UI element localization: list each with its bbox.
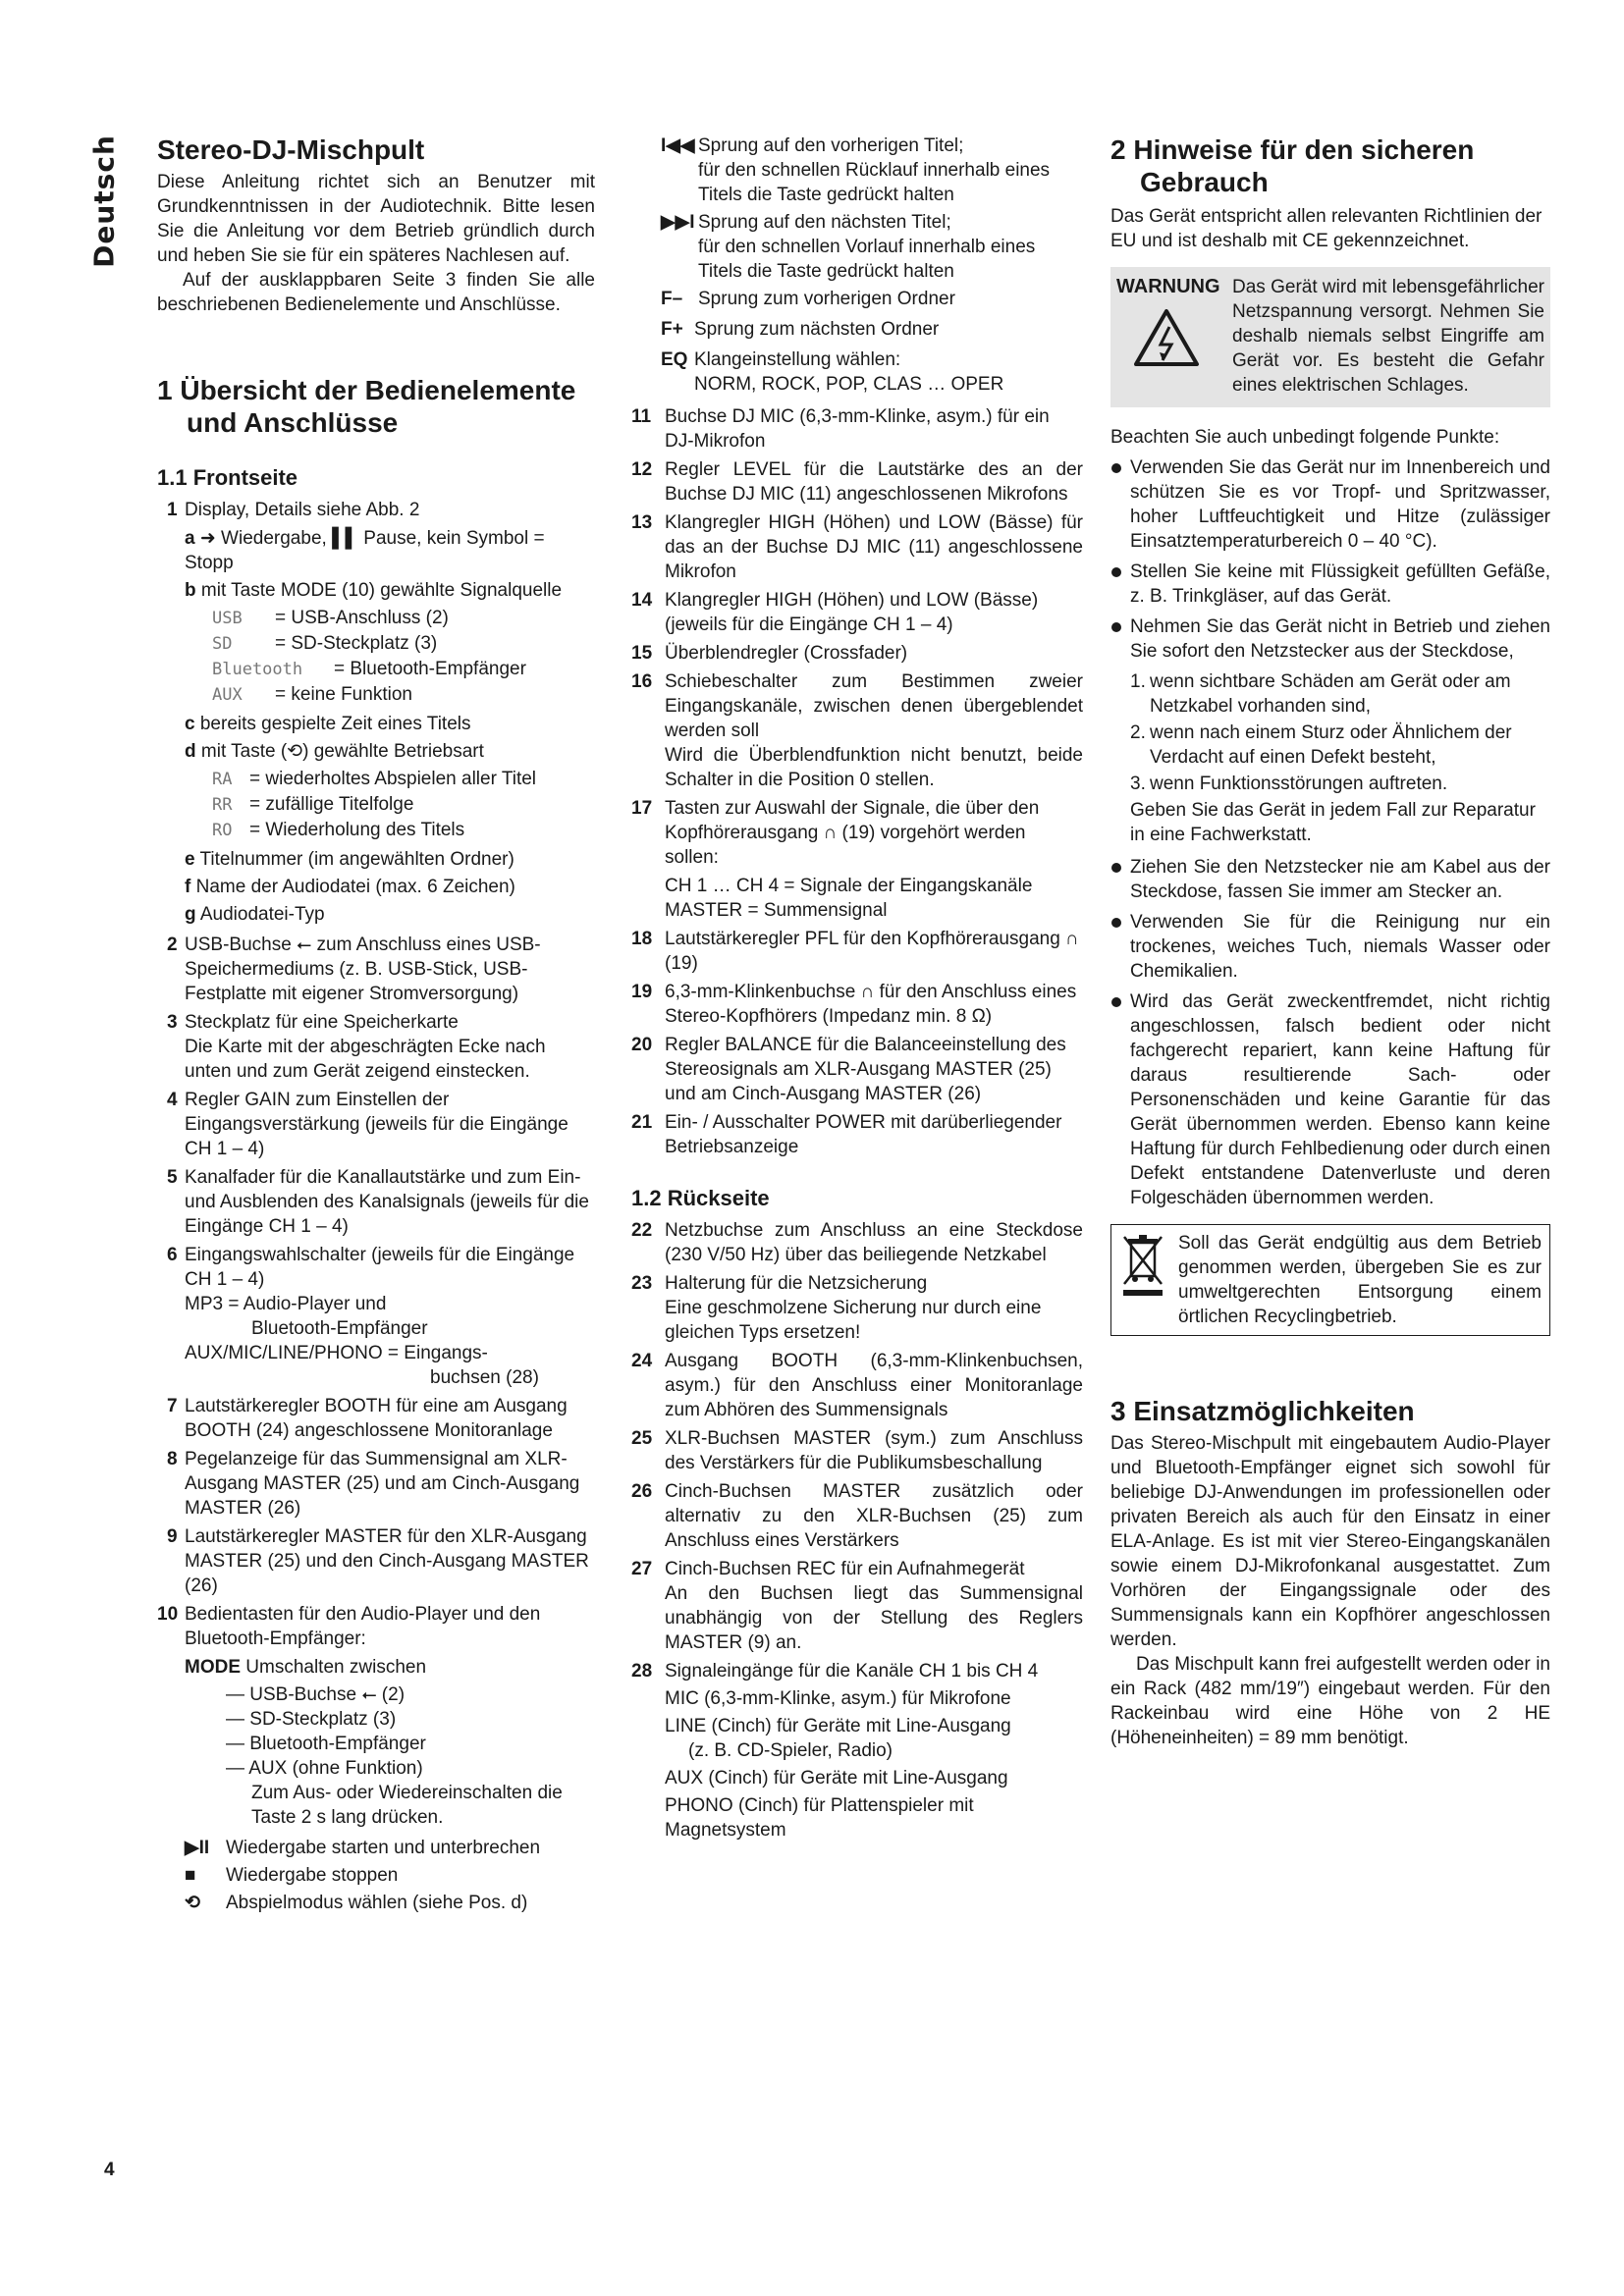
item-25: 25 XLR-Buchsen MASTER (sym.) zum Anschluss des Verstärkers für die Publikumsbeschallung [631, 1428, 1083, 1473]
item-14: 14 Klangregler HIGH (Höhen) und LOW (Bässe) (jeweils für die Eingänge CH 1 – 4) [631, 590, 1039, 635]
section-3-paragraph-2: Das Mischpult kann frei aufgestellt werden oder in ein Rack (482 mm/19″) eingebaut werden. Für den Rackeinbau wird eine Höhe von 2 HE (Höheneinheiten) = 89 mm benötigt. [1110, 1654, 1550, 1748]
section-3-paragraph-1: Das Stereo-Mischpult mit eingebautem Audio-Player und Bluetooth-Empfänger eignet sich sowohl für beliebige DJ-Anwendungen im professionellen oder privaten Bereich als auch für den Einsatz in einer ELA-Anlage. Es ist mit vier Stereo-Eingangskanälen sowie einem DJ-Mikrofonkanal ausgestattet. Zum Vorhören der Eingangssignale oder des Summensignals kann ein Kopfhörer angeschlossen werden. [1110, 1433, 1550, 1650]
item-20: 20 Regler BALANCE für die Balanceeinstellung des Stereosignals am XLR-Ausgang MASTER (25) und am Cinch-Ausgang MASTER (26) [631, 1035, 1066, 1104]
next-key: ▶▶I Sprung auf den nächsten Titel; für den schnellen Vorlauf innerhalb eines Titels die Taste gedrückt halten [661, 212, 1036, 282]
item-4: 4 Regler GAIN zum Einstellen der Eingangsverstärkung (jeweils für die Eingänge CH 1 – 4) [167, 1090, 568, 1159]
play-pause-key: ▶II Wiedergabe starten und unterbrechen [185, 1838, 541, 1858]
item-1f: f Name der Audiodatei (max. 6 Zeichen) [185, 877, 515, 897]
stop-key: ■ Wiedergabe stoppen [185, 1865, 399, 1886]
item-11: 11 Buchse DJ MIC (6,3-mm-Klinke, asym.) für ein DJ-Mikrofon [631, 406, 1050, 452]
mode-option-sd: — SD-Steckplatz (3) [226, 1709, 397, 1730]
item-17: 17 Tasten zur Auswahl der Signale, die über den Kopfhörerausgang ∩ (19) vorgehört werden sollen: CH 1 … CH 4 = Signale der Eingangskanäle MASTER = Summensignal [631, 798, 1040, 921]
page-number: 4 [104, 2160, 115, 2180]
intro-paragraph: Diese Anleitung richtet sich an Benutzer mit Grundkenntnissen in der Audiotechnik. Bitte lesen Sie die Anleitung vor dem Betrieb gründlich durch und heben Sie sie für ein späteres Nachlesen auf. [157, 172, 595, 266]
crossed-bin-icon [1119, 1231, 1166, 1300]
source-sd: SD = SD-Steckplatz (3) [212, 633, 438, 654]
item-3: 3 Steckplatz für eine Speicherkarte Die Karte mit der abgeschrägten Ecke nach unten und zum Gerät zeigend einstecken. [167, 1012, 546, 1082]
item-19: 19 6,3-mm-Klinkenbuchse ∩ für den Anschluss eines Stereo-Kopfhörers (Impedanz min. 8 Ω) [631, 982, 1077, 1027]
item-1g: g Audiodatei-Typ [185, 904, 325, 925]
item-26: 26 Cinch-Buchsen MASTER zusätzlich oder alternativ zu den XLR-Buchsen (25) zum Anschluss eines Verstärkers [631, 1481, 1083, 1551]
mode-option-aux: — AUX (ohne Funktion) [226, 1758, 423, 1779]
mode-option-usb: — USB-Buchse ⭠ (2) [226, 1684, 406, 1705]
item-1b: b mit Taste MODE (10) gewählte Signalquelle [185, 580, 563, 601]
item-27: 27 Cinch-Buchsen REC für ein Aufnahmegerät An den Buchsen liegt das Summensignal unabhängig von der Stellung des Reglers MASTER (9) an. [631, 1559, 1083, 1653]
item-12: 12 Regler LEVEL für die Lautstärke des an der Buchse DJ MIC (11) angeschlossenen Mikrofons [631, 459, 1083, 505]
folder-next-key: F+ Sprung zum nächsten Ordner [661, 319, 940, 340]
subsection-1-2-heading: 1.2 Rückseite [631, 1186, 770, 1210]
item-7: 7 Lautstärkeregler BOOTH für eine am Ausgang BOOTH (24) angeschlossene Monitoranlage [167, 1396, 568, 1441]
language-tab [84, 134, 124, 268]
item-23: 23 Halterung für die Netzsicherung Eine geschmolzene Sicherung nur durch eine gleichen Typs ersetzen! [631, 1273, 1042, 1343]
item-1d: d mit Taste (⟲) gewählte Betriebsart [185, 741, 484, 762]
safety-bullet-3-1: 1. wenn sichtbare Schäden am Gerät oder am Netzkabel vorhanden sind, [1130, 671, 1511, 717]
source-aux: AUX = keine Funktion [212, 684, 412, 705]
item-6: 6 Eingangswahlschalter (jeweils für die Eingänge CH 1 – 4) MP3 = Audio-Player und Bluetooth-Empfänger AUX/MIC/LINE/PHONO = Eingangs- buchsen (28) [167, 1245, 575, 1388]
item-1e: e Titelnummer (im angewählten Ordner) [185, 849, 514, 870]
column-1 [157, 133, 595, 1918]
item-13: 13 Klangregler HIGH (Höhen) und LOW (Bässe) für das an der Buchse DJ MIC (11) angeschlossene Mikrofon [631, 512, 1083, 582]
mode-ra: RA = wiederholtes Abspielen aller Titel [212, 769, 537, 789]
warning-title: WARNUNG [1116, 276, 1220, 297]
section-2-intro: Das Gerät entspricht allen relevanten Richtlinien der EU und ist deshalb mit CE gekennzeichnet. [1110, 206, 1543, 251]
safety-note: Beachten Sie auch unbedingt folgende Punkte: [1110, 427, 1500, 448]
item-10: 10 Bedientasten für den Audio-Player und den Bluetooth-Empfänger: [157, 1604, 541, 1649]
safety-bullet-3-3: 3. wenn Funktionsstörungen auftreten. [1130, 774, 1448, 794]
column-3 [1110, 133, 1550, 1750]
safety-bullet-3-note: Geben Sie das Gerät in jedem Fall zur Reparatur in eine Fachwerkstatt. [1130, 800, 1536, 845]
item-1: 1 Display, Details siehe Abb. 2 [167, 500, 420, 520]
item-16: 16 Schiebeschalter zum Bestimmen zweier Eingangskanäle, zwischen denen übergeblendet werden soll Wird die Überblendfunktion nicht benutzt, beide Schalter in die Position 0 stellen. [631, 671, 1083, 790]
item-28: 28 Signaleingänge für die Kanäle CH 1 bis CH 4 MIC (6,3-mm-Klinke, asym.) für Mikrofone LINE (Cinch) für Geräte mit Line-Ausgang (z. B. CD-Spieler, Radio) AUX (Cinch) für Geräte mit Line-Ausgang PHONO (Cinch) für Plattenspieler mit Magnetsystem [631, 1661, 1039, 1841]
section-3-heading: 3 Einsatzmöglichkeiten [1110, 1396, 1415, 1426]
safety-bullet-5: Verwenden Sie für die Reinigung nur ein trockenes, weiches Tuch, niemals Wasser oder Chemikalien. [1110, 910, 1550, 984]
column-2 [631, 133, 1083, 1846]
source-bluetooth: Bluetooth = Bluetooth-Empfänger [212, 659, 526, 679]
loop-key: ⟲ Abspielmodus wählen (siehe Pos. d) [185, 1893, 528, 1913]
intro-paragraph-2: Auf der ausklappbaren Seite 3 finden Sie alle beschriebenen Bedienelemente und Anschlüsse. [157, 270, 595, 315]
safety-bullet-6: Wird das Gerät zweckentfremdet, nicht richtig angeschlossen, falsch bedient oder nicht fachgerecht repariert, kann keine Haftung für daraus resultierende Sach- oder Personenschäden und keine Garantie für das Gerät übernommen werden. Ebenso kann keine Haftung für durch Fehlbedienung oder durch einen Defekt entstandene Datenverluste und deren Folgeschäden übernommen werden. [1110, 989, 1550, 1210]
mode-key-row: MODE Umschalten zwischen [185, 1657, 427, 1678]
item-1a: a ➜ Wiedergabe, ▌▌ Pause, kein Symbol = Stopp [185, 528, 545, 573]
section-2-heading: 2 Hinweise für den sicheren Gebrauch [1110, 134, 1475, 197]
mode-rr: RR = zufällige Titelfolge [212, 794, 414, 815]
warning-text: Das Gerät wird mit lebensgefährlicher Netzspannung versorgt. Nehmen Sie deshalb niemals selbst Eingriffe am Gerät vor. Es besteht die Gefahr eines elektrischen Schlages. [1232, 277, 1544, 396]
item-8: 8 Pegelanzeige für das Summensignal am XLR-Ausgang MASTER (25) und am Cinch-Ausgang MASTER (26) [167, 1449, 580, 1519]
item-2: 2 USB-Buchse ⭠ zum Anschluss eines USB-Speichermediums (z. B. USB-Stick, USB-Festplatte mit eigener Stromversorgung) [167, 934, 541, 1004]
recycling-box [1110, 1224, 1550, 1336]
item-15: 15 Überblendregler (Crossfader) [631, 643, 908, 664]
item-1c: c bereits gespielte Zeit eines Titels [185, 714, 471, 734]
section-1-heading: 1 Übersicht der Bedienelemente und Anschlüsse [157, 375, 576, 438]
safety-bullet-1: Verwenden Sie das Gerät nur im Innenbereich und schützen Sie es vor Tropf- und Spritzwasser, hoher Luftfeuchtigkeit und Hitze (zulässiger Einsatztemperaturbereich 0 – 40 °C). [1110, 455, 1550, 554]
safety-bullet-3: Nehmen Sie das Gerät nicht in Betrieb und ziehen Sie sofort den Netzstecker aus der Steckdose, [1110, 614, 1550, 664]
mode-note: Zum Aus- oder Wiedereinschalten die Taste 2 s lang drücken. [251, 1783, 563, 1828]
subsection-1-1-heading: 1.1 Frontseite [157, 465, 298, 490]
item-21: 21 Ein- / Ausschalter POWER mit darüberliegender Betriebsanzeige [631, 1112, 1062, 1157]
item-9: 9 Lautstärkeregler MASTER für den XLR-Ausgang MASTER (25) und den Cinch-Ausgang MASTER (26) [167, 1526, 589, 1596]
folder-prev-key: F– Sprung zum vorherigen Ordner [661, 289, 955, 309]
safety-bullet-3-2: 2. wenn nach einem Sturz oder Ähnlichem der Verdacht auf einen Defekt besteht, [1130, 722, 1512, 768]
eq-key: EQ Klangeinstellung wählen: NORM, ROCK, POP, CLAS … OPER [661, 349, 1004, 395]
item-22: 22 Netzbuchse zum Anschluss an eine Steckdose (230 V/50 Hz) über das beiliegende Netzkabel [631, 1220, 1083, 1265]
high-voltage-warning-icon [1132, 307, 1201, 368]
language-tab-label: Deutsch [87, 134, 121, 268]
prev-key: I◀◀ Sprung auf den vorherigen Titel; für den schnellen Rücklauf innerhalb eines Titels die Taste gedrückt halten [661, 135, 1051, 205]
safety-bullet-4: Ziehen Sie den Netzstecker nie am Kabel aus der Steckdose, fassen Sie immer am Stecker an. [1110, 855, 1550, 904]
item-24: 24 Ausgang BOOTH (6,3-mm-Klinkenbuchsen, asym.) für den Anschluss einer Monitoranlage zum Abhören des Summensignals [631, 1351, 1083, 1420]
mode-option-bluetooth: — Bluetooth-Empfänger [226, 1734, 426, 1754]
item-18: 18 Lautstärkeregler PFL für den Kopfhörerausgang ∩ (19) [631, 929, 1079, 974]
safety-bullet-2: Stellen Sie keine mit Flüssigkeit gefüllten Gefäße, z. B. Trinkgläser, auf das Gerät. [1110, 560, 1550, 609]
recycling-text: Soll das Gerät endgültig aus dem Betrieb genommen werden, übergeben Sie es zur umweltgerechten Entsorgung einem örtlichen Recyclingbetrieb. [1178, 1233, 1542, 1327]
source-usb: USB = USB-Anschluss (2) [212, 608, 449, 628]
mode-ro: RO = Wiederholung des Titels [212, 820, 465, 840]
item-5: 5 Kanalfader für die Kanallautstärke und zum Ein- und Ausblenden des Kanalsignals (jeweils für die Eingänge CH 1 – 4) [167, 1167, 589, 1237]
document-title: Stereo-DJ-Mischpult [157, 134, 425, 165]
warning-box [1110, 267, 1550, 407]
